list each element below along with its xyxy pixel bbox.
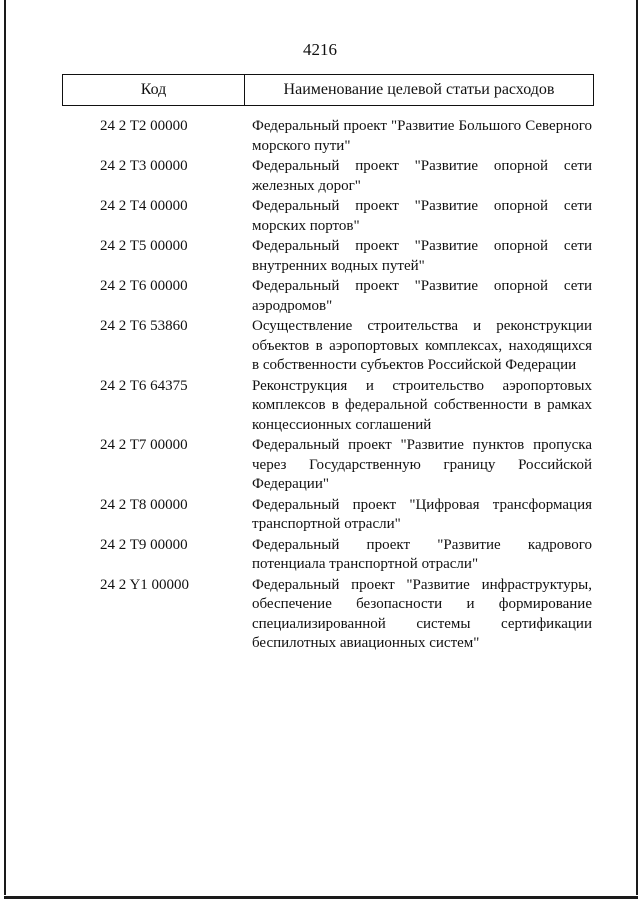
table-row [0, 157, 640, 196]
row-code: 24 2 T6 53860 [100, 318, 188, 334]
page-border-bottom [4, 896, 638, 899]
row-name: Федеральный проект "Развитие Большого Северного морского пути" [252, 118, 592, 154]
row-name: Федеральный проект "Развитие опорной сети морских портов" [252, 198, 592, 234]
table-row [0, 237, 640, 276]
table-row [0, 536, 640, 575]
row-code: 24 2 T7 00000 [100, 437, 188, 453]
row-name: Федеральный проект "Развитие кадрового потенциала транспортной отрасли" [252, 536, 592, 572]
table-header [62, 74, 594, 106]
row-name: Федеральный проект "Развитие опорной сети внутренних водных путей" [252, 238, 592, 274]
row-code: 24 2 T9 00000 [100, 536, 188, 553]
row-code: 24 2 T2 00000 [100, 118, 188, 134]
column-header-code: Код [63, 75, 245, 105]
table-row [0, 197, 640, 236]
table-row [0, 436, 640, 495]
table-row [0, 317, 640, 376]
column-header-name: Наименование целевой статьи расходов [283, 81, 555, 98]
row-name: Федеральный проект "Развитие опорной сети аэродромов" [252, 278, 592, 314]
row-code: 24 2 T6 64375 [100, 377, 188, 394]
table-body [0, 117, 640, 655]
row-name: Федеральный проект "Развитие инфраструктуры, обеспечение безопасности и формирование специализированной системы сертификации беспилотных авиационных систем" [252, 576, 592, 651]
row-name: Реконструкция и строительство аэропортовых комплексов в федеральной собственности в рамках концессионных соглашений [252, 377, 592, 433]
page-number: 4216 [303, 40, 337, 59]
row-name: Федеральный проект "Развитие пунктов пропуска через Государственную границу Российской Федерации" [252, 437, 592, 492]
row-name: Федеральный проект "Развитие опорной сети железных дорог" [252, 158, 592, 194]
row-name: Федеральный проект "Цифровая трансформация транспортной отрасли" [252, 496, 592, 532]
row-code: 24 2 Y1 00000 [100, 576, 190, 593]
row-code: 24 2 T8 00000 [100, 496, 188, 513]
row-code: 24 2 T6 00000 [100, 278, 188, 294]
row-code: 24 2 T4 00000 [100, 198, 188, 214]
row-name: Осуществление строительства и реконструкции объектов в аэропортовых комплексах, находящихся в собственности субъектов Российской Федерации [252, 318, 592, 373]
row-code: 24 2 T5 00000 [100, 238, 188, 254]
table-row [0, 117, 640, 156]
table-row [0, 277, 640, 316]
table-row [0, 576, 640, 654]
table-row [0, 496, 640, 535]
table-row [0, 377, 640, 436]
row-code: 24 2 T3 00000 [100, 158, 188, 174]
